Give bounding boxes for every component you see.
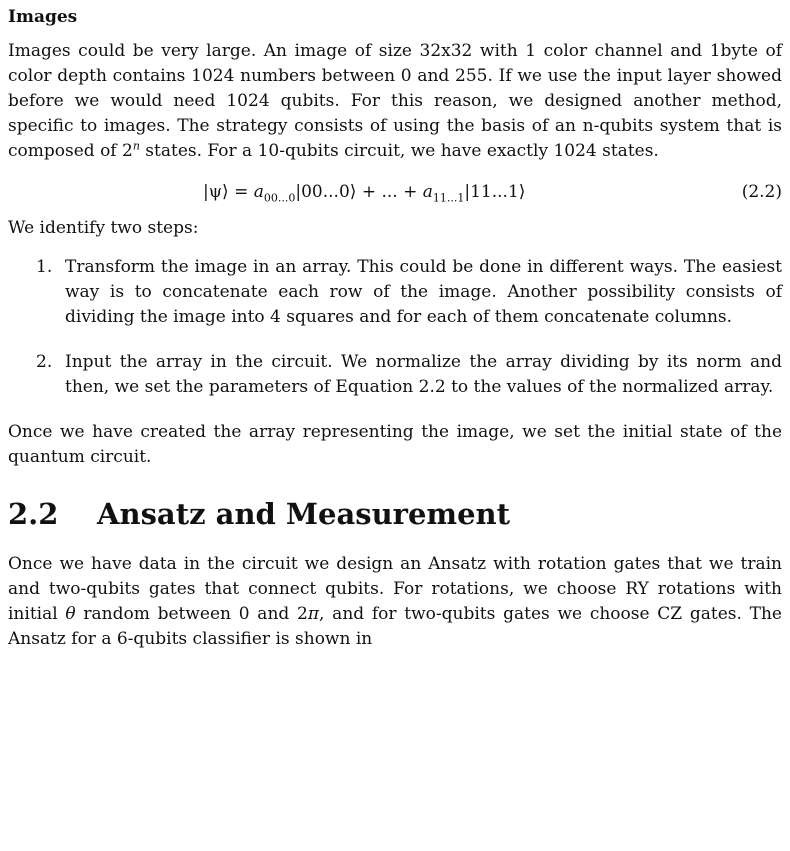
equation-coef-2-subscript: 11...1 (432, 191, 465, 205)
theta-symbol: θ (65, 604, 76, 624)
section-title: Ansatz and Measurement (97, 497, 511, 531)
equation-lhs: |ψ⟩ = (203, 182, 254, 202)
ansatz-paragraph (8, 552, 782, 652)
equation-block (8, 172, 782, 212)
equation-ket-1: |00...0⟩ + ... + (295, 182, 423, 202)
section-heading (8, 496, 782, 532)
list-item-number: 1. (36, 257, 53, 277)
list-item (8, 350, 782, 400)
ansatz-text-3: , and for two-qubits gates we choose CZ gates. The Ansatz for a 6-qubits classifier is shown in (8, 604, 782, 649)
document-page (8, 0, 782, 652)
ansatz-text-2: random between 0 and 2 (75, 604, 308, 624)
equation-coef-1-subscript: 00...0 (263, 191, 296, 205)
list-item-text: Transform the image in an array. This could be done in different ways. The easiest way is to concatenate each row of the image. Another possibility consists of dividing the image into 4 squares and for each of them concatenate columns. (65, 257, 782, 327)
pi-symbol: π (307, 604, 320, 624)
equation (203, 180, 525, 205)
equation-ket-2: |11...1⟩ (464, 182, 526, 202)
intro-text-2: states. For a 10-qubits circuit, we have exactly 1024 states. (139, 141, 659, 161)
list-item-number: 2. (36, 352, 53, 372)
steps-intro: We identify two steps: (8, 218, 199, 238)
equation-coef-1: a (253, 182, 264, 202)
intro-exponent: n (132, 139, 140, 153)
steps-list (8, 255, 782, 400)
state-paragraph: Once we have created the array representing the image, we set the initial state of the quantum circuit. (8, 422, 782, 467)
section-number: 2.2 (8, 497, 59, 531)
paragraph-heading: Images (8, 7, 78, 27)
intro-paragraph (8, 39, 782, 164)
list-item (8, 255, 782, 330)
equation-coef-2: a (422, 182, 433, 202)
list-item-text: Input the array in the circuit. We normalize the array dividing by its norm and then, we set the parameters of Equation 2.2 to the values of the normalized array. (65, 352, 782, 397)
intro-text-1: Images could be very large. An image of size 32x32 with 1 color channel and 1byte of color depth contains 1024 numbers between 0 and 255. If we use the input layer showed before we would need 1024 qubits. For this reason, we designed another method, specific to images. The strategy consists of using the basis of an n-qubits system that is composed of 2 (8, 41, 782, 161)
ansatz-text-1: Once we have data in the circuit we design an Ansatz with rotation gates that we train and two-qubits gates that connect qubits. For rotations, we choose RY rotations with initial (8, 554, 782, 624)
equation-number: (2.2) (741, 182, 782, 202)
